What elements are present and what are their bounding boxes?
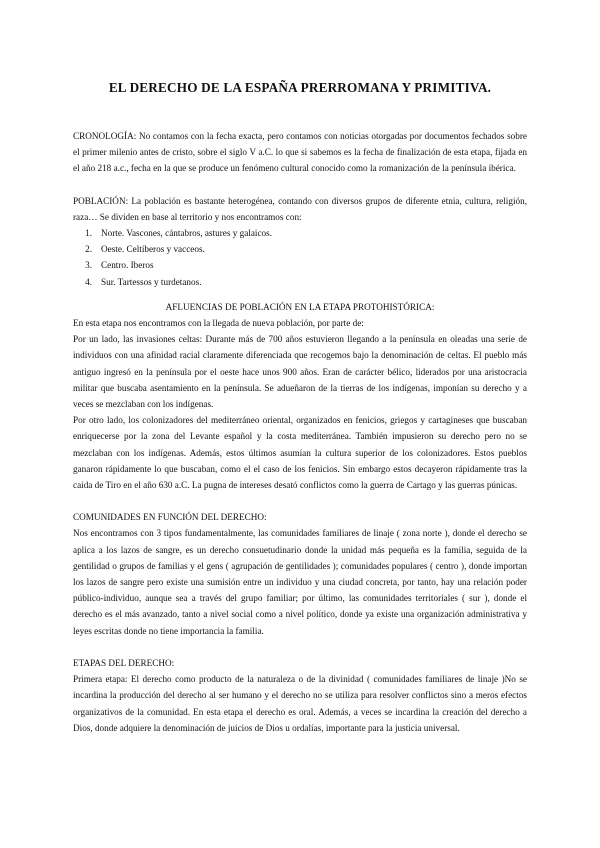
afluencias-intro: En esta etapa nos encontramos con la llegada de nueva población, por parte de:: [73, 318, 364, 329]
list-item: 3. Centro. Iberos: [85, 260, 154, 271]
etapas-paragraph: Primera etapa: El derecho como producto de la naturaleza o de la divinidad ( comunidades familiares de linaje )No se incardina la producción del derecho al ser humano y el derecho no se utiliza para resolver conflictos sino a meros efectos organizativos de la comunidad. En esta etapa el derecho es oral. Además, a veces se incardina la creación del derecho a Dios, donde adquiere la denominación de juicios de Dios u ordalías, importante para la justicia universal.: [73, 674, 527, 733]
celtas-paragraph: Por un lado, las invasiones celtas: Durante más de 700 años estuvieron llegando a la península en oleadas una serie de individuos con una afinidad racial claramente diferenciada que recogemos bajo la denominación de celtas. El pueblo más antiguo ingresó en la península por el oeste hace unos 900 años. Eran de carácter bélico, liderados por una aristocracia militar que buscaba asentamiento en la península. Se adueñaron de la tierras de los indígenas, imponían su derecho y a veces se mezclaban con los indígenas.: [73, 334, 527, 410]
poblacion-list: [73, 225, 527, 290]
list-item: 4. Sur. Tartessos y turdetanos.: [85, 276, 202, 287]
poblacion-paragraph: POBLACIÓN: La población es bastante heterogénea, contando con diversos grupos de diferente etnia, cultura, religión, raza… Se dividen en base al territorio y nos encontramos con:: [73, 195, 527, 222]
document-body: [73, 128, 527, 736]
list-item: 2. Oeste. Celtíberos y vacceos.: [85, 244, 205, 255]
comunidades-paragraph: Nos encontramos con 3 tipos fundamentalmente, las comunidades familiares de linaje ( zona norte ), donde el derecho se aplica a los lazos de sangre, es un derecho consuetudinario donde la unidad más pequeña es la familia, seguida de la gentilidad o grupos de familias y el gens ( agrupación de gentilidades ); comunidades populares ( centro ), donde importan los lazos de sangre pero existe una sumisión entre un individuo y una ciudad concreta, por tanto, hay una relación poder público-individuo, aunque sea a través del grupo familiar; por último, las comunidades territoriales ( sur ), donde el derecho es el más avanzado, tanto a nivel social como a nivel político, donde ya existe una organización administrativa y leyes escritas donde no tiene importancia la familia.: [73, 528, 527, 636]
comunidades-heading: COMUNIDADES EN FUNCIÓN DEL DERECHO:: [73, 512, 267, 523]
cronologia-paragraph: CRONOLOGÍA: No contamos con la fecha exacta, pero contamos con noticias otorgadas por documentos fechados sobre el primer milenio antes de cristo, sobre el siglo V a.C. lo que si sabemos es la fecha de finalización de esta etapa, fijada en el año 218 a.c., fecha en la que se produce un fenómeno cultural conocido como la romanización de la península ibérica.: [73, 131, 527, 174]
colonizadores-paragraph: Por otro lado, los colonizadores del mediterráneo oriental, organizados en fenicios, griegos y cartagineses que buscaban enriquecerse por la zona del Levante español y la costa mediterránea. También impusieron su derecho pero no se mezclaban con los indígenas. Además, estos últimos asumían la cultura superior de los colonizadores. Estos pueblos ganaron rápidamente lo que buscaban, como el el caso de los fenicios. Sin embargo estos decayeron rápidamente tras la caída de Tiro en el año 630 a.C. La pugna de intereses desató conflictos como la guerra de Cartago y las guerras púnicas.: [73, 415, 527, 491]
etapas-heading: ETAPAS DEL DERECHO:: [73, 657, 175, 668]
list-item: 1. Norte. Vascones, cántabros, astures y galaicos.: [85, 228, 273, 239]
afluencias-heading: AFLUENCIAS DE POBLACIÓN EN LA ETAPA PROTOHISTÓRICA:: [165, 301, 435, 312]
page-title: EL DERECHO DE LA ESPAÑA PRERROMANA Y PRIMITIVA.: [108, 80, 492, 95]
